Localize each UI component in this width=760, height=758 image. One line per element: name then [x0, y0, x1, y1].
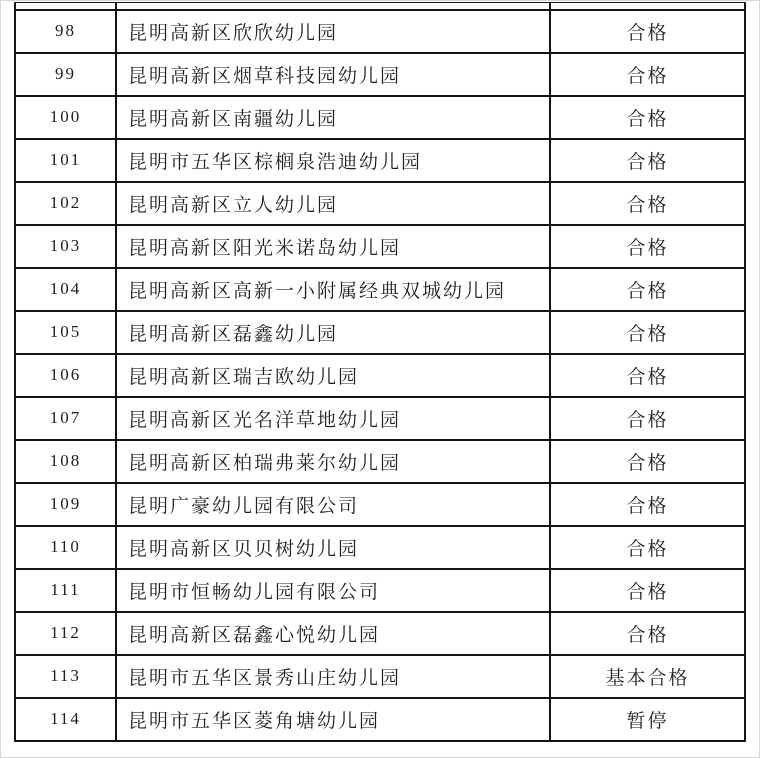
kindergarten-name: 昆明高新区光名洋草地幼儿园: [116, 397, 550, 440]
kindergarten-name: 昆明广豪幼儿园有限公司: [116, 483, 550, 526]
kindergarten-name: 昆明高新区磊鑫心悦幼儿园: [116, 612, 550, 655]
row-number: 110: [15, 526, 116, 569]
table-row: [15, 526, 745, 569]
table-row: [15, 139, 745, 182]
inspection-result: 合格: [550, 569, 745, 612]
row-number: 114: [15, 698, 116, 741]
inspection-result: 基本合格: [550, 655, 745, 698]
table-row: [15, 225, 745, 268]
kindergarten-name: 昆明高新区立人幼儿园: [116, 182, 550, 225]
inspection-result: 合格: [550, 182, 745, 225]
table-row: [15, 311, 745, 354]
table-row: [15, 268, 745, 311]
row-number: 109: [15, 483, 116, 526]
kindergarten-name: 昆明高新区烟草科技园幼儿园: [116, 53, 550, 96]
inspection-result: 合格: [550, 225, 745, 268]
inspection-result: 合格: [550, 354, 745, 397]
row-number: 101: [15, 139, 116, 182]
kindergarten-name: 昆明高新区高新一小附属经典双城幼儿园: [116, 268, 550, 311]
cutoff-cell: [15, 3, 116, 10]
table-row: [15, 182, 745, 225]
row-number: 106: [15, 354, 116, 397]
table-row: [15, 96, 745, 139]
table-body: [15, 3, 745, 741]
kindergarten-name: 昆明高新区阳光米诺岛幼儿园: [116, 225, 550, 268]
kindergarten-name: 昆明高新区欣欣幼儿园: [116, 10, 550, 53]
inspection-result: 合格: [550, 526, 745, 569]
table-row: [15, 569, 745, 612]
row-number: 103: [15, 225, 116, 268]
kindergarten-name: 昆明高新区磊鑫幼儿园: [116, 311, 550, 354]
row-number: 113: [15, 655, 116, 698]
kindergarten-name: 昆明高新区贝贝树幼儿园: [116, 526, 550, 569]
table-row: [15, 655, 745, 698]
inspection-result: 合格: [550, 612, 745, 655]
kindergarten-name: 昆明市恒畅幼儿园有限公司: [116, 569, 550, 612]
table-row: [15, 10, 745, 53]
inspection-results-table: [14, 2, 746, 742]
row-number: 102: [15, 182, 116, 225]
table-row: [15, 397, 745, 440]
inspection-result: 合格: [550, 10, 745, 53]
row-number: 100: [15, 96, 116, 139]
row-number: 104: [15, 268, 116, 311]
row-number: 105: [15, 311, 116, 354]
table-row: [15, 483, 745, 526]
inspection-result: 合格: [550, 268, 745, 311]
inspection-result: 合格: [550, 53, 745, 96]
kindergarten-name: 昆明高新区柏瑞弗莱尔幼儿园: [116, 440, 550, 483]
inspection-result: 合格: [550, 139, 745, 182]
cutoff-cell: [550, 3, 745, 10]
kindergarten-name: 昆明高新区瑞吉欧幼儿园: [116, 354, 550, 397]
row-number: 112: [15, 612, 116, 655]
row-number: 108: [15, 440, 116, 483]
cutoff-cell: [116, 3, 550, 10]
row-number: 107: [15, 397, 116, 440]
row-number: 98: [15, 10, 116, 53]
kindergarten-name: 昆明市五华区景秀山庄幼儿园: [116, 655, 550, 698]
cutoff-previous-row: [15, 3, 745, 10]
inspection-result: 合格: [550, 311, 745, 354]
table-row: [15, 612, 745, 655]
inspection-result: 合格: [550, 440, 745, 483]
table-row: [15, 698, 745, 741]
table-row: [15, 53, 745, 96]
row-number: 111: [15, 569, 116, 612]
kindergarten-name: 昆明高新区南疆幼儿园: [116, 96, 550, 139]
inspection-result: 合格: [550, 483, 745, 526]
inspection-result: 暂停: [550, 698, 745, 741]
table-row: [15, 354, 745, 397]
inspection-result: 合格: [550, 96, 745, 139]
inspection-result: 合格: [550, 397, 745, 440]
table-row: [15, 440, 745, 483]
kindergarten-name: 昆明市五华区棕榈泉浩迪幼儿园: [116, 139, 550, 182]
row-number: 99: [15, 53, 116, 96]
kindergarten-name: 昆明市五华区菱角塘幼儿园: [116, 698, 550, 741]
